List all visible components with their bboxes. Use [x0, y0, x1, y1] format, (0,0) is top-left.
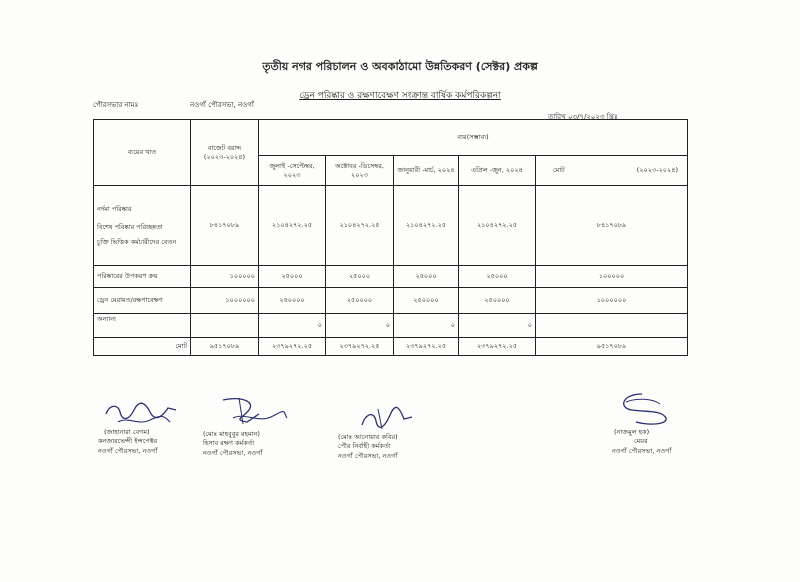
handwritten-signature-icon: [338, 405, 428, 433]
document-title: তৃতীয় নগর পরিচালন ও অবকাঠামো উন্নতিকরণ (সেক্টর) প্রকল্প: [262, 60, 538, 73]
signatory-office-4: নওগাঁ পৌরসভা, নওগাঁ: [612, 446, 672, 455]
header-sector: ব্যয়ের খাত: [94, 120, 191, 186]
table-row-other: [94, 314, 688, 338]
header-q1: জুলাই -সেপ্টেম্বর, ২০২৩: [259, 156, 326, 186]
document-subtitle: ড্রেন পরিষ্কার ও রক্ষণাবেক্ষণ সংক্রান্ত বার্ষিক কর্মপরিকল্পনা: [299, 91, 501, 101]
equipment-budget: ১০০০০০: [191, 266, 259, 288]
signatory-title-3: পৌর নির্বাহী কর্মকর্তা: [338, 442, 391, 451]
signature-block-conservancy: [98, 400, 188, 456]
repair-q1: ২৫০০০০: [259, 288, 326, 314]
handwritten-signature-icon: [98, 400, 188, 428]
signature-block-accounts: [203, 394, 293, 458]
group-q4: ২১০৪২৭২.২৫: [459, 186, 536, 266]
header-q2: অক্টোবর -ডিসেম্বর, ২০২৩: [326, 156, 394, 186]
row-label-repair: ড্রেন মেরামত/রক্ষণাবেক্ষণ: [94, 288, 191, 314]
header-budget-year: (২০২৩-২০২৪): [203, 152, 246, 161]
header-q3: জানুয়ারী -মার্চ, ২০২৪: [394, 156, 459, 186]
signatory-office-1: নওগাঁ পৌরসভা, নওগাঁ: [98, 446, 158, 455]
other-q2: ০: [326, 314, 394, 338]
signatory-name-2: (মোঃ মাহবুবুর রহমান): [203, 430, 260, 438]
grand-total-budget: ৯৫১৭০৮৯: [191, 338, 259, 356]
header-total: [536, 156, 688, 186]
handwritten-signature-icon: [203, 394, 293, 430]
signatory-name-3: (মোঃ আনোয়ার কবির): [338, 433, 398, 441]
municipality-value: নওগাঁ পৌরসভা, নওগাঁ: [190, 101, 254, 109]
header-q4: এপ্রিল -জুন, ২০২৪: [459, 156, 536, 186]
grand-total-q4: ২৩৭৯২৭২.২৫: [459, 338, 536, 356]
signatory-title-4: মেয়র: [634, 437, 648, 446]
header-total-label: মোট: [553, 166, 565, 175]
table-row-equipment: [94, 266, 688, 288]
handwritten-signature-icon: [612, 388, 676, 428]
row-label-equipment: পরিষ্কারের উপকরণ ক্রয়: [94, 266, 191, 288]
repair-budget: ১০০০০০০: [191, 288, 259, 314]
equipment-q2: ২৫০০০: [326, 266, 394, 288]
document-date: তারিখ ০৩/৭/২০২৩ খ্রিঃ: [548, 113, 618, 121]
group-q1: ২১০৪২৭২.২৫: [259, 186, 326, 266]
table-row-group: [94, 186, 688, 266]
group-q3: ২১০৪২৭২.২৫: [394, 186, 459, 266]
group-total: ৮৪১৭০৮৯: [536, 186, 688, 266]
row-label-grand-total: মোট: [94, 338, 191, 356]
municipality-label: পৌরসভার নামঃ: [93, 101, 139, 109]
annual-plan-table: [93, 119, 688, 356]
signatory-title-2: হিসাব রক্ষণ কর্মকর্তা: [203, 439, 255, 448]
other-budget: [191, 314, 259, 338]
header-total-year: (২০২৩-২০২৪): [636, 166, 679, 175]
other-q3: ০: [394, 314, 459, 338]
repair-q4: ২৫০০০০: [459, 288, 536, 314]
other-q1: ০: [259, 314, 326, 338]
signatory-office-2: নওগাঁ পৌরসভা, নওগাঁ: [203, 448, 263, 457]
table-header-row-1: [94, 120, 688, 156]
equipment-total: ১০০০০০: [536, 266, 688, 288]
row-label-drain-cleaning: নর্দমা পরিষ্কার: [97, 205, 132, 214]
other-q4: ০: [459, 314, 536, 338]
grand-total-total: ৯৫১৭০৮৯: [536, 338, 688, 356]
group-q2: ২১০৪২৭২.২৫: [326, 186, 394, 266]
signatory-name-1: (জাহানারা বেগম): [104, 428, 150, 436]
grand-total-q3: ২৩৭৯২৭২.২৫: [394, 338, 459, 356]
signatory-office-3: নওগাঁ পৌরসভা, নওগাঁ: [338, 451, 398, 460]
group-budget: ৮৪১৭০৮৯: [191, 186, 259, 266]
repair-q3: ২৫০০০০: [394, 288, 459, 314]
repair-total: ১০০০০০০: [536, 288, 688, 314]
grand-total-q2: ২৩৭৯২৭২.২৫: [326, 338, 394, 356]
equipment-q4: ২৫০০০: [459, 266, 536, 288]
header-budget: [191, 120, 259, 186]
table-row-grand-total: [94, 338, 688, 356]
group-labels: [94, 186, 191, 266]
table-row-repair: [94, 288, 688, 314]
signature-block-executive: [338, 405, 428, 461]
row-label-special-cleaning: বিশেষ পরিষ্কার পরিচ্ছন্নতা: [97, 223, 163, 232]
grand-total-q1: ২৩৭৯২৭২.২৫: [259, 338, 326, 356]
equipment-q1: ২৫০০০: [259, 266, 326, 288]
equipment-q3: ২৫০০০: [394, 266, 459, 288]
header-expense: ব্যয়(সম্ভাব্য): [259, 120, 688, 156]
other-total: [536, 314, 688, 338]
row-label-other: অন্যান্য: [94, 314, 191, 338]
signatory-name-4: (নাজমুল হক): [614, 428, 650, 436]
header-budget-label: বাজেট বরাদ্দ: [207, 144, 242, 153]
signature-block-mayor: [612, 388, 676, 456]
row-label-contract-salary: চুক্তি ভিত্তিক কর্মচারীদের বেতন: [97, 237, 177, 246]
signatory-title-1: কনজারভেন্সী ইন্সপেক্টর: [98, 437, 158, 446]
repair-q2: ২৫০০০০: [326, 288, 394, 314]
